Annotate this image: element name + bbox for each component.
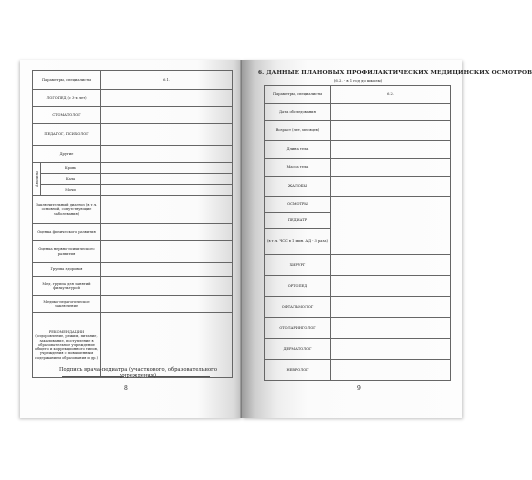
entry-cell[interactable] (101, 185, 233, 196)
row-label: Длина тела (265, 141, 331, 159)
row-label: Группа здоровья (33, 263, 101, 277)
row-label: ОФТАЛЬМОЛОГ (265, 297, 331, 318)
table-row (33, 185, 233, 196)
table-row (33, 241, 233, 263)
table-row (265, 104, 451, 121)
entry-cell[interactable] (331, 255, 451, 276)
row-label: ПЕДАГОГ, ПСИХОЛОГ (33, 124, 101, 146)
entry-cell[interactable] (101, 277, 233, 296)
row-label: Оценка физического развития (33, 224, 101, 241)
right-examination-table (264, 85, 451, 381)
left-examination-table (32, 70, 233, 378)
entry-cell[interactable] (101, 90, 233, 107)
entry-cell[interactable] (331, 360, 451, 381)
entry-cell[interactable] (331, 276, 451, 297)
row-label: Оценка нервно-психического развития (33, 241, 101, 263)
row-label: Дата обследования (265, 104, 331, 121)
table-row (265, 297, 451, 318)
right-page (242, 60, 532, 418)
left-page (20, 60, 242, 418)
entry-cell[interactable] (331, 159, 451, 177)
entry-cell[interactable] (101, 146, 233, 163)
entry-cell[interactable] (101, 107, 233, 124)
row-label: ХИРУРГ (265, 255, 331, 276)
row-label: Заключительный диагноз (в т.ч. основной, сопутствующие заболевания) (33, 196, 101, 224)
table-row (33, 124, 233, 146)
signature-line[interactable] (148, 376, 210, 377)
row-label: Кровь (41, 163, 101, 174)
row-label: ОТОЛАРИНГОЛОГ (265, 318, 331, 339)
table-row (33, 196, 233, 224)
table-row (33, 296, 233, 313)
table-row (33, 277, 233, 296)
row-label: СТОМАТОЛОГ (33, 107, 101, 124)
table-row (33, 107, 233, 124)
entry-cell[interactable] (101, 163, 233, 174)
entry-cell[interactable] (331, 318, 451, 339)
row-label: РЕКОМЕНДАЦИИ (оздоровление, режим, питание, закаливание, поступление в образовательное учреждение общего и коррекционного типов, учреждения с повышенным содержанием образования и др.) (33, 313, 101, 378)
row-label: НЕВРОЛОГ (265, 360, 331, 381)
table-row (265, 360, 451, 381)
row-label: ЖАЛОБЫ (265, 177, 331, 197)
section-subheading: (6.2. - в 1 год до школы) (333, 78, 383, 83)
entry-cell[interactable] (331, 177, 451, 197)
row-label: Другие (33, 146, 101, 163)
entry-cell[interactable] (101, 174, 233, 185)
row-label: ОСМОТРЫ (265, 197, 331, 213)
entry-cell[interactable] (101, 124, 233, 146)
column-number: 6.2. (331, 86, 451, 104)
table-row (33, 174, 233, 185)
entry-cell[interactable] (101, 241, 233, 263)
entry-cell[interactable] (101, 224, 233, 241)
entry-cell[interactable] (331, 297, 451, 318)
entry-cell[interactable] (331, 141, 451, 159)
row-label: Медико-педагогическое заключение (33, 296, 101, 313)
table-row (33, 263, 233, 277)
column-number: 6.1. (101, 71, 233, 90)
entry-cell[interactable] (331, 339, 451, 360)
section-heading: 6. ДАННЫЕ ПЛАНОВЫХ ПРОФИЛАКТИЧЕСКИХ МЕДИЦИНСКИХ ОСМОТРОВ (258, 70, 532, 76)
table-row (265, 255, 451, 276)
table-row (265, 276, 451, 297)
table-row (265, 339, 451, 360)
entry-cell[interactable] (331, 121, 451, 141)
table-row (265, 121, 451, 141)
row-label: Масса тела (265, 159, 331, 177)
row-label: ДЕРМАТОЛОГ (265, 339, 331, 360)
page-number: 8 (124, 385, 128, 392)
signature-line[interactable] (62, 376, 124, 377)
row-label: Возраст (лет, месяцев) (265, 121, 331, 141)
table-row (265, 141, 451, 159)
row-label: (в т.ч. ЧСС в 1 мин. АД - 3 раза) (265, 229, 331, 255)
table-row (33, 146, 233, 163)
row-label: Мед. группа для занятий физкультурой (33, 277, 101, 296)
signature-caption: Подпись врача-педиатра (участкового, образовательного учреждения) (59, 367, 217, 379)
row-label: Параметры, специалисты (265, 86, 331, 104)
table-row (265, 318, 451, 339)
row-label: Мочи (41, 185, 101, 196)
row-label: ОРТОПЕД (265, 276, 331, 297)
entry-cell[interactable] (101, 196, 233, 224)
entry-cell[interactable] (331, 197, 451, 255)
entry-cell[interactable] (101, 296, 233, 313)
table-row (33, 71, 233, 90)
row-label: Кала (41, 174, 101, 185)
table-row (33, 224, 233, 241)
entry-cell[interactable] (331, 104, 451, 121)
table-row (265, 159, 451, 177)
table-row (265, 86, 451, 104)
table-row (33, 163, 233, 174)
page-number: 9 (357, 385, 361, 392)
analyses-group-label: Анализы (33, 163, 41, 196)
table-row (265, 177, 451, 197)
row-label: ЛОГОПЕД (с 3-х лет) (33, 90, 101, 107)
row-label: ПЕДИАТР (265, 213, 331, 229)
row-label: Параметры, специалисты (33, 71, 101, 90)
entry-cell[interactable] (101, 263, 233, 277)
table-row (265, 197, 451, 213)
table-row (33, 90, 233, 107)
